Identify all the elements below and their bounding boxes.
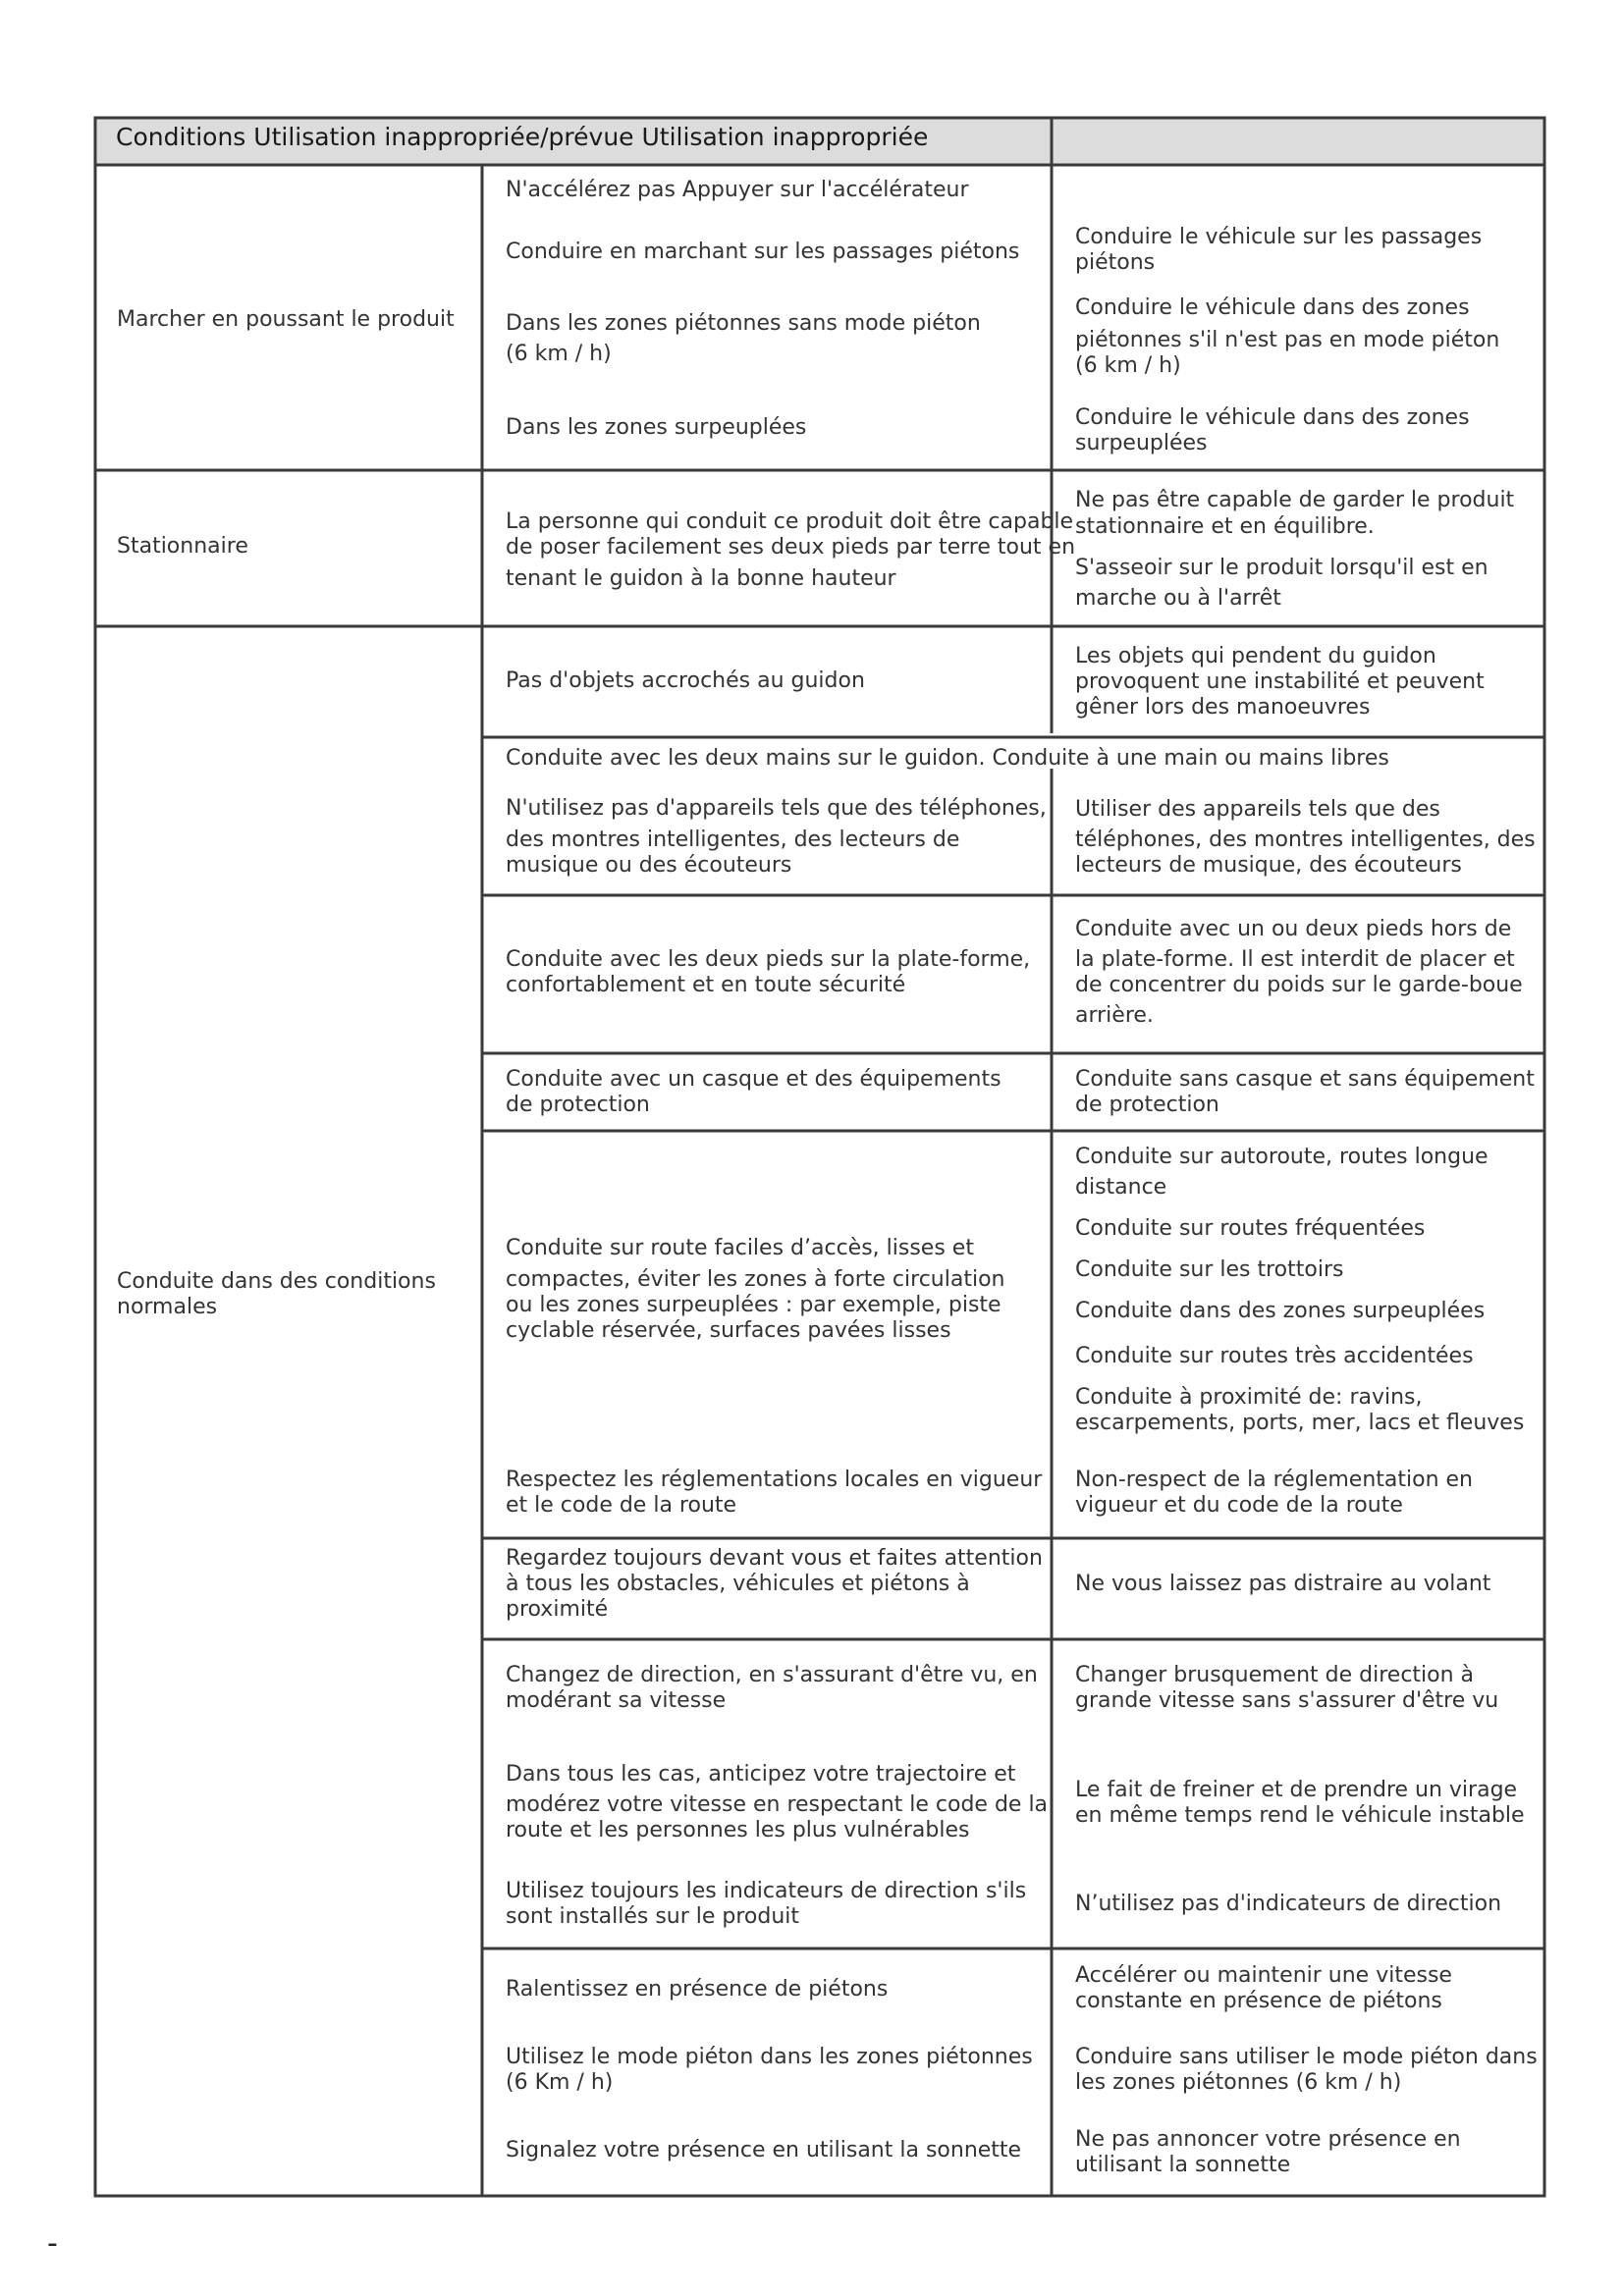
intended-cell: Utilisez le mode piéton dans les zones piétonnes xyxy=(506,2045,1033,2069)
intended-cell: Dans tous les cas, anticipez votre trajectoire et xyxy=(506,1762,1016,1787)
misuse-cell: les zones piétonnes (6 km / h) xyxy=(1075,2070,1402,2095)
intended-cell: (6 km / h) xyxy=(506,342,612,366)
misuse-cell: Conduite avec un ou deux pieds hors de xyxy=(1075,917,1512,941)
misuse-cell: surpeuplées xyxy=(1075,431,1208,455)
condition-normal: Conduite dans des conditions xyxy=(117,1269,436,1294)
intended-cell: modérant sa vitesse xyxy=(506,1688,727,1713)
misuse-cell: constante en présence de piétons xyxy=(1075,1989,1442,2013)
intended-cell: Utilisez toujours les indicateurs de direction s'ils xyxy=(506,1879,1027,1903)
intended-cell: à tous les obstacles, véhicules et piétons à xyxy=(506,1572,970,1596)
condition-stationary: Stationnaire xyxy=(117,534,248,559)
misuse-cell: de concentrer du poids sur le garde-boue xyxy=(1075,973,1523,997)
misuse-cell: Conduire sans utiliser le mode piéton dans xyxy=(1075,2045,1538,2069)
misuse-cell: de protection xyxy=(1075,1093,1219,1117)
misuse-cell: Ne pas annoncer votre présence en xyxy=(1075,2127,1461,2152)
misuse-cell: S'asseoir sur le produit lorsqu'il est en xyxy=(1075,556,1489,580)
misuse-cell: stationnaire et en équilibre. xyxy=(1075,514,1375,539)
misuse-cell: téléphones, des montres intelligentes, des xyxy=(1075,828,1536,852)
condition-normal: normales xyxy=(117,1295,218,1319)
intended-cell: N'utilisez pas d'appareils tels que des téléphones, xyxy=(506,796,1047,821)
intended-cell: modérez votre vitesse en respectant le code de la xyxy=(506,1792,1049,1817)
intended-cell: ou les zones surpeuplées : par exemple, piste xyxy=(506,1293,1001,1317)
misuse-cell: piétonnes s'il n'est pas en mode piéton xyxy=(1075,328,1500,352)
intended-cell: Dans les zones piétonnes sans mode piéton xyxy=(506,311,981,336)
intended-cell: La personne qui conduit ce produit doit être capable xyxy=(506,509,1074,534)
misuse-cell: Ne pas être capable de garder le produit xyxy=(1075,488,1515,512)
condition-walking: Marcher en poussant le produit xyxy=(117,307,455,332)
intended-cell: des montres intelligentes, des lecteurs de xyxy=(506,828,960,852)
misuse-cell: Conduite dans des zones surpeuplées xyxy=(1075,1299,1486,1323)
misuse-cell: N’utilisez pas d'indicateurs de direction xyxy=(1075,1892,1502,1916)
intended-cell: et le code de la route xyxy=(506,1493,737,1518)
intended-cell: N'accélérez pas Appuyer sur l'accélérateur xyxy=(506,178,969,202)
misuse-cell: Conduite sur les trottoirs xyxy=(1075,1257,1344,1282)
intended-cell: tenant le guidon à la bonne hauteur xyxy=(506,566,896,591)
misuse-cell: Conduire le véhicule sur les passages xyxy=(1075,225,1483,249)
misuse-cell: Conduite sans casque et sans équipement xyxy=(1075,1067,1535,1092)
intended-cell: de poser facilement ses deux pieds par terre tout en xyxy=(506,535,1076,560)
misuse-cell: la plate-forme. Il est interdit de placer et xyxy=(1075,947,1515,972)
spanning-cell: Conduite avec les deux mains sur le guidon. Conduite à une main ou mains libres xyxy=(506,746,1389,771)
intended-cell: Respectez les réglementations locales en vigueur xyxy=(506,1468,1043,1492)
intended-cell: compactes, éviter les zones à forte circulation xyxy=(506,1267,1005,1292)
footer-mark: - xyxy=(47,2226,58,2261)
misuse-cell: Conduite sur routes très accidentées xyxy=(1075,1344,1474,1368)
misuse-cell: Changer brusquement de direction à xyxy=(1075,1663,1475,1687)
misuse-cell: Utiliser des appareils tels que des xyxy=(1075,797,1440,822)
intended-cell: Ralentissez en présence de piétons xyxy=(506,1977,889,2002)
intended-cell: Conduite avec un casque et des équipements xyxy=(506,1067,1001,1092)
misuse-cell: Conduire le véhicule dans des zones xyxy=(1075,295,1470,320)
intended-cell: (6 Km / h) xyxy=(506,2070,614,2095)
misuse-cell: arrière. xyxy=(1075,1003,1154,1028)
misuse-cell: Conduite sur routes fréquentées xyxy=(1075,1216,1426,1241)
intended-cell: Conduite sur route faciles d’accès, lisses et xyxy=(506,1236,974,1260)
intended-cell: Changez de direction, en s'assurant d'être vu, en xyxy=(506,1663,1038,1687)
misuse-cell: Ne vous laissez pas distraire au volant xyxy=(1075,1572,1491,1596)
misuse-cell: vigueur et du code de la route xyxy=(1075,1493,1403,1518)
intended-cell: sont installés sur le produit xyxy=(506,1904,800,1929)
misuse-cell: provoquent une instabilité et peuvent xyxy=(1075,669,1485,694)
misuse-cell: grande vitesse sans s'assurer d'être vu xyxy=(1075,1688,1499,1713)
misuse-cell: piétons xyxy=(1075,250,1156,275)
intended-cell: Regardez toujours devant vous et faites attention xyxy=(506,1546,1043,1571)
intended-cell: route et les personnes les plus vulnérables xyxy=(506,1818,970,1842)
intended-cell: de protection xyxy=(506,1093,650,1117)
misuse-cell: Conduite sur autoroute, routes longue xyxy=(1075,1145,1489,1169)
intended-cell: Conduite avec les deux pieds sur la plate-forme, xyxy=(506,947,1031,972)
misuse-cell: (6 km / h) xyxy=(1075,353,1181,378)
intended-cell: Conduire en marchant sur les passages piétons xyxy=(506,240,1020,264)
misuse-cell: Accélérer ou maintenir une vitesse xyxy=(1075,1963,1452,1988)
misuse-cell: marche ou à l'arrêt xyxy=(1075,586,1281,611)
misuse-cell: Les objets qui pendent du guidon xyxy=(1075,644,1436,668)
intended-cell: musique ou des écouteurs xyxy=(506,853,792,878)
misuse-cell: Conduite à proximité de: ravins, xyxy=(1075,1385,1423,1410)
intended-cell: cyclable réservée, surfaces pavées lisses xyxy=(506,1318,951,1343)
misuse-cell: en même temps rend le véhicule instable xyxy=(1075,1803,1525,1828)
table-header-title: Conditions Utilisation inappropriée/prévue Utilisation inappropriée xyxy=(116,123,929,151)
intended-cell: Signalez votre présence en utilisant la sonnette xyxy=(506,2138,1022,2163)
intended-cell: Dans les zones surpeuplées xyxy=(506,415,807,440)
misuse-cell: lecteurs de musique, des écouteurs xyxy=(1075,853,1462,878)
misuse-cell: gêner lors des manoeuvres xyxy=(1075,695,1371,720)
misuse-cell: Le fait de freiner et de prendre un virage xyxy=(1075,1778,1518,1802)
misuse-cell: Conduire le véhicule dans des zones xyxy=(1075,405,1470,430)
intended-cell: Pas d'objets accrochés au guidon xyxy=(506,668,865,693)
intended-cell: confortablement et en toute sécurité xyxy=(506,973,906,997)
misuse-cell: escarpements, ports, mer, lacs et fleuves xyxy=(1075,1411,1525,1435)
misuse-cell: utilisant la sonnette xyxy=(1075,2153,1291,2177)
misuse-cell: Non-respect de la réglementation en xyxy=(1075,1468,1473,1492)
intended-cell: proximité xyxy=(506,1597,609,1622)
misuse-cell: distance xyxy=(1075,1175,1167,1200)
